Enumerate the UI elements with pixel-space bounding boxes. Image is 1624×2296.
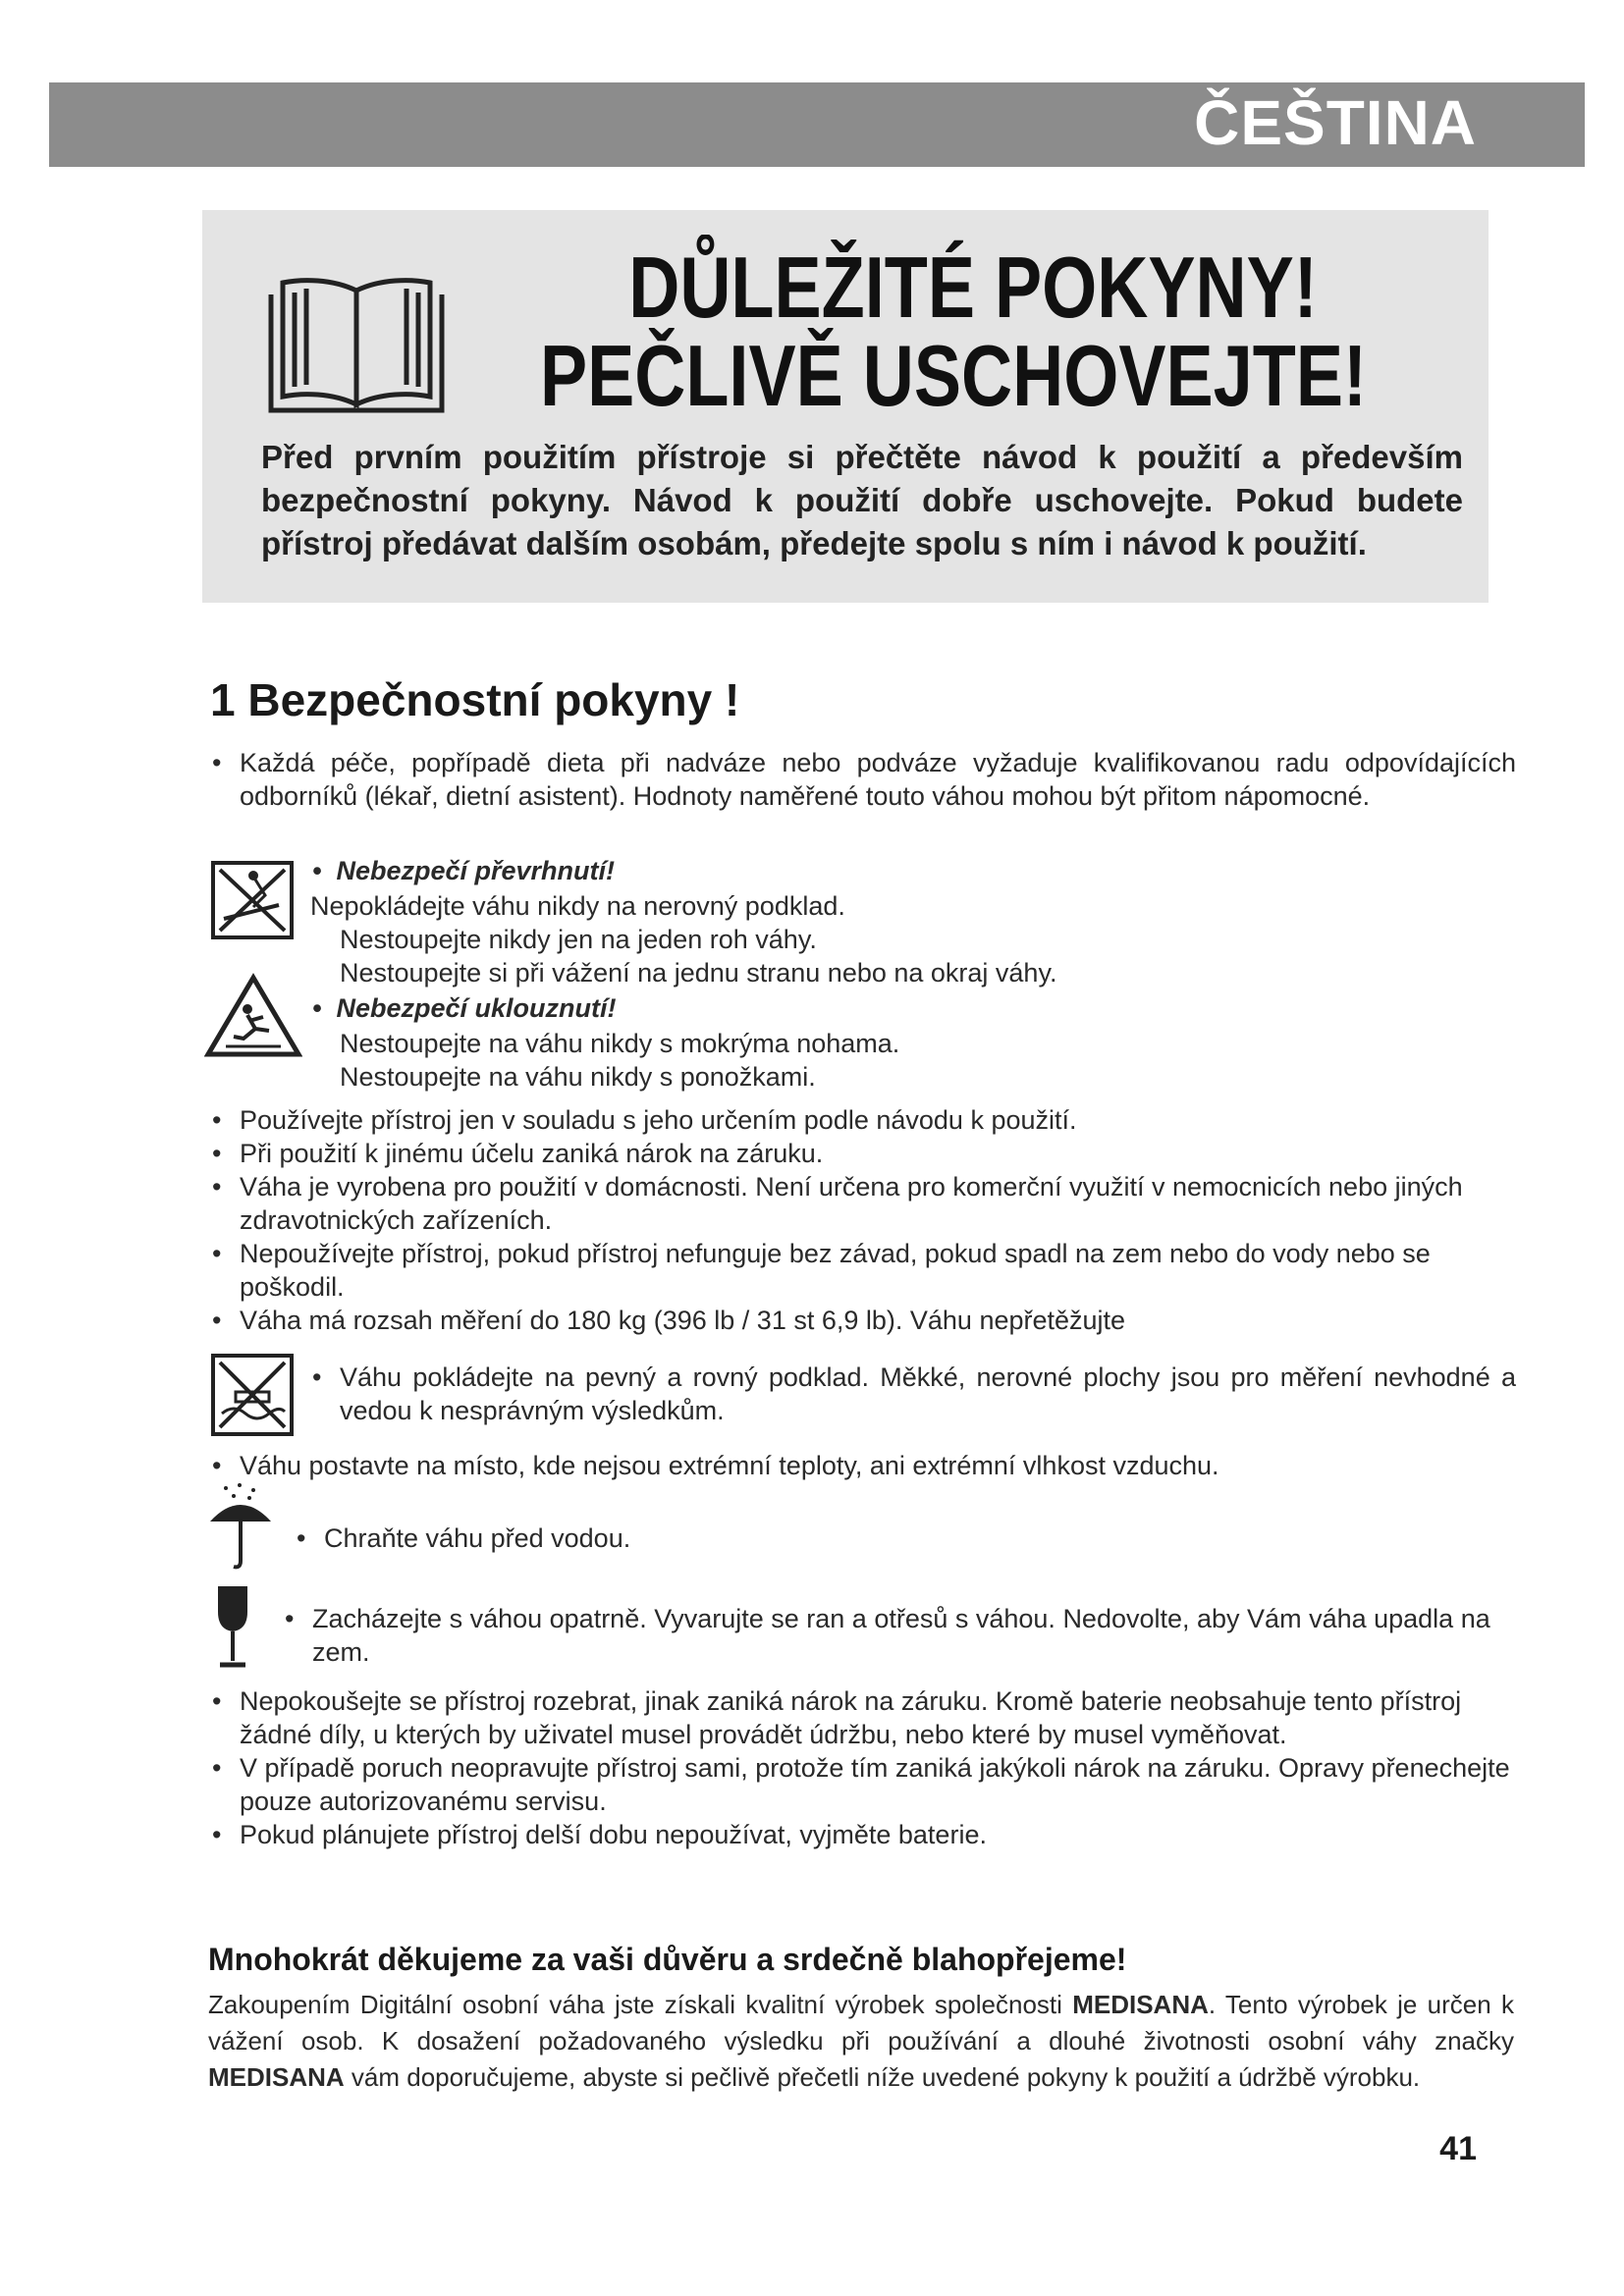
list-item: • V případě poruch neopravujte přístroj sami, protože tím zaniká jakýkoli nárok na záruku. Opravy přenechejte pouze autorizovanému servisu. (210, 1751, 1516, 1818)
tip-warning-title-text: Nebezpečí převrhnutí! (336, 856, 616, 885)
list-item: • Používejte přístroj jen v souladu s jeho určením podle návodu k použití. (210, 1103, 1516, 1137)
list-item: • Pokud plánujete přístroj delší dobu nepoužívat, vyjměte baterie. (210, 1818, 1516, 1851)
list-item: • Každá péče, popřípadě dieta při nadváze nebo podváze vyžaduje kvalifikovanou radu odpovídajících odborníků (lékař, dietní asistent). Hodnoty naměřené touto váhou mohou být přitom nápomocné. (210, 746, 1516, 813)
list-item: • Nepoužívejte přístroj, pokud přístroj nefunguje bez závad, pokud spadl na zem nebo do vody nebo se poškodil. (210, 1237, 1516, 1304)
no-soft-surface-icon (210, 1353, 295, 1437)
bullet-marker: • (312, 993, 337, 1023)
book-icon (263, 271, 450, 418)
slip-line-1: Nestoupejte na váhu nikdy s mokrýma nohama. (340, 1029, 900, 1058)
thanks-text-part-2: . Tento výrobek je určen k vážení osob. K dosažení požadovaného výsledku při používání a dlouhé životnosti osobní váhy značky (208, 1990, 1514, 2056)
tip-warning-title (312, 854, 615, 887)
language-header-bar (49, 82, 1585, 167)
list-item: • Váha má rozsah měření do 180 kg (396 lb / 31 st 6,9 lb). Váhu nepřetěžujte (210, 1304, 1516, 1337)
bullet-marker: • (312, 856, 337, 885)
list-item: • Váha je vyrobena pro použití v domácnosti. Není určena pro komerční využití v nemocnicích nebo jiných zdravotnických zařízeních. (210, 1170, 1516, 1237)
water-instruction (295, 1522, 630, 1555)
list-item: • Nepokoušejte se přístroj rozebrat, jinak zaniká nárok na záruku. Kromě baterie neobsahuje tento přístroj žádné díly, u kterých by uživatel musel provádět údržbu, nebo které by musel vyměňovat. (210, 1684, 1516, 1751)
slip-line-2: Nestoupejte na váhu nikdy s ponožkami. (340, 1062, 816, 1092)
list-item: • Zacházejte s váhou opatrně. Vyvarujte se ran a otřesů s váhou. Nedovolte, aby Vám váha upadla na zem. (283, 1602, 1516, 1669)
list-item: • Při použití k jinému účelu zaniká nárok na záruku. (210, 1137, 1516, 1170)
fragile-glass-icon (208, 1582, 257, 1671)
surface-instruction (310, 1361, 1516, 1427)
notice-title-line-2: PEČLIVĚ USCHOVEJTE! (539, 327, 1368, 424)
notice-title-line-1: DŮLEŽITÉ POKYNY! (628, 239, 1318, 336)
umbrella-icon (206, 1482, 275, 1571)
fragile-instruction (283, 1602, 1516, 1669)
thanks-heading: Mnohokrát děkujeme za vaši důvěru a srdečně blahopřejeme! (208, 1942, 1127, 1977)
language-label: ČEŠTINA (1194, 87, 1477, 158)
list-item: • Váhu pokládejte na pevný a rovný podklad. Měkké, nerovné plochy jsou pro měření nevhodné a vedou k nesprávným výsledkům. (310, 1361, 1516, 1427)
tip-line-3: Nestoupejte si při vážení na jednu stranu nebo na okraj váhy. (340, 958, 1057, 988)
bullet-list-b (210, 1684, 1516, 1851)
slip-warning-title-text: Nebezpečí uklouznutí! (336, 993, 617, 1023)
slip-warning-title (312, 991, 617, 1025)
brand-name: MEDISANA (1072, 1990, 1209, 2019)
thanks-text-part-1: Zakoupením Digitální osobní váha jste získali kvalitní výrobek společnosti (208, 1990, 1073, 2019)
thanks-paragraph (208, 1987, 1514, 2096)
list-item: • Chraňte váhu před vodou. (295, 1522, 630, 1555)
tip-line-1: Nepokládejte váhu nikdy na nerovný podklad. (310, 891, 845, 921)
brand-name: MEDISANA (208, 2062, 345, 2092)
tip-line-2: Nestoupejte nikdy jen na jeden roh váhy. (340, 925, 817, 954)
list-item: • Váhu postavte na místo, kde nejsou extrémní teploty, ani extrémní vlhkost vzduchu. (210, 1449, 1516, 1482)
no-tilt-warning-icon (210, 860, 295, 940)
page-number: 41 (1439, 2130, 1477, 2167)
important-notice-box (202, 210, 1489, 603)
thanks-text-part-3: vám doporučujeme, abyste si pečlivě přečetli níže uvedené pokyny k použití a údržbě výrobku. (344, 2062, 1421, 2092)
bullet-list-a (210, 1103, 1516, 1337)
slip-warning-icon (204, 972, 302, 1060)
section-heading: 1 Bezpečnostní pokyny ! (210, 674, 740, 725)
intro-bullet (210, 746, 1516, 813)
notice-text: Před prvním použitím přístroje si přečtěte návod k použití a především bezpečnostní pokyny. Návod k použití dobře uschovejte. Pokud budete přístroj předávat dalším osobám, předejte spolu s ním i návod k použití. (261, 439, 1463, 561)
climate-bullet (210, 1449, 1516, 1482)
